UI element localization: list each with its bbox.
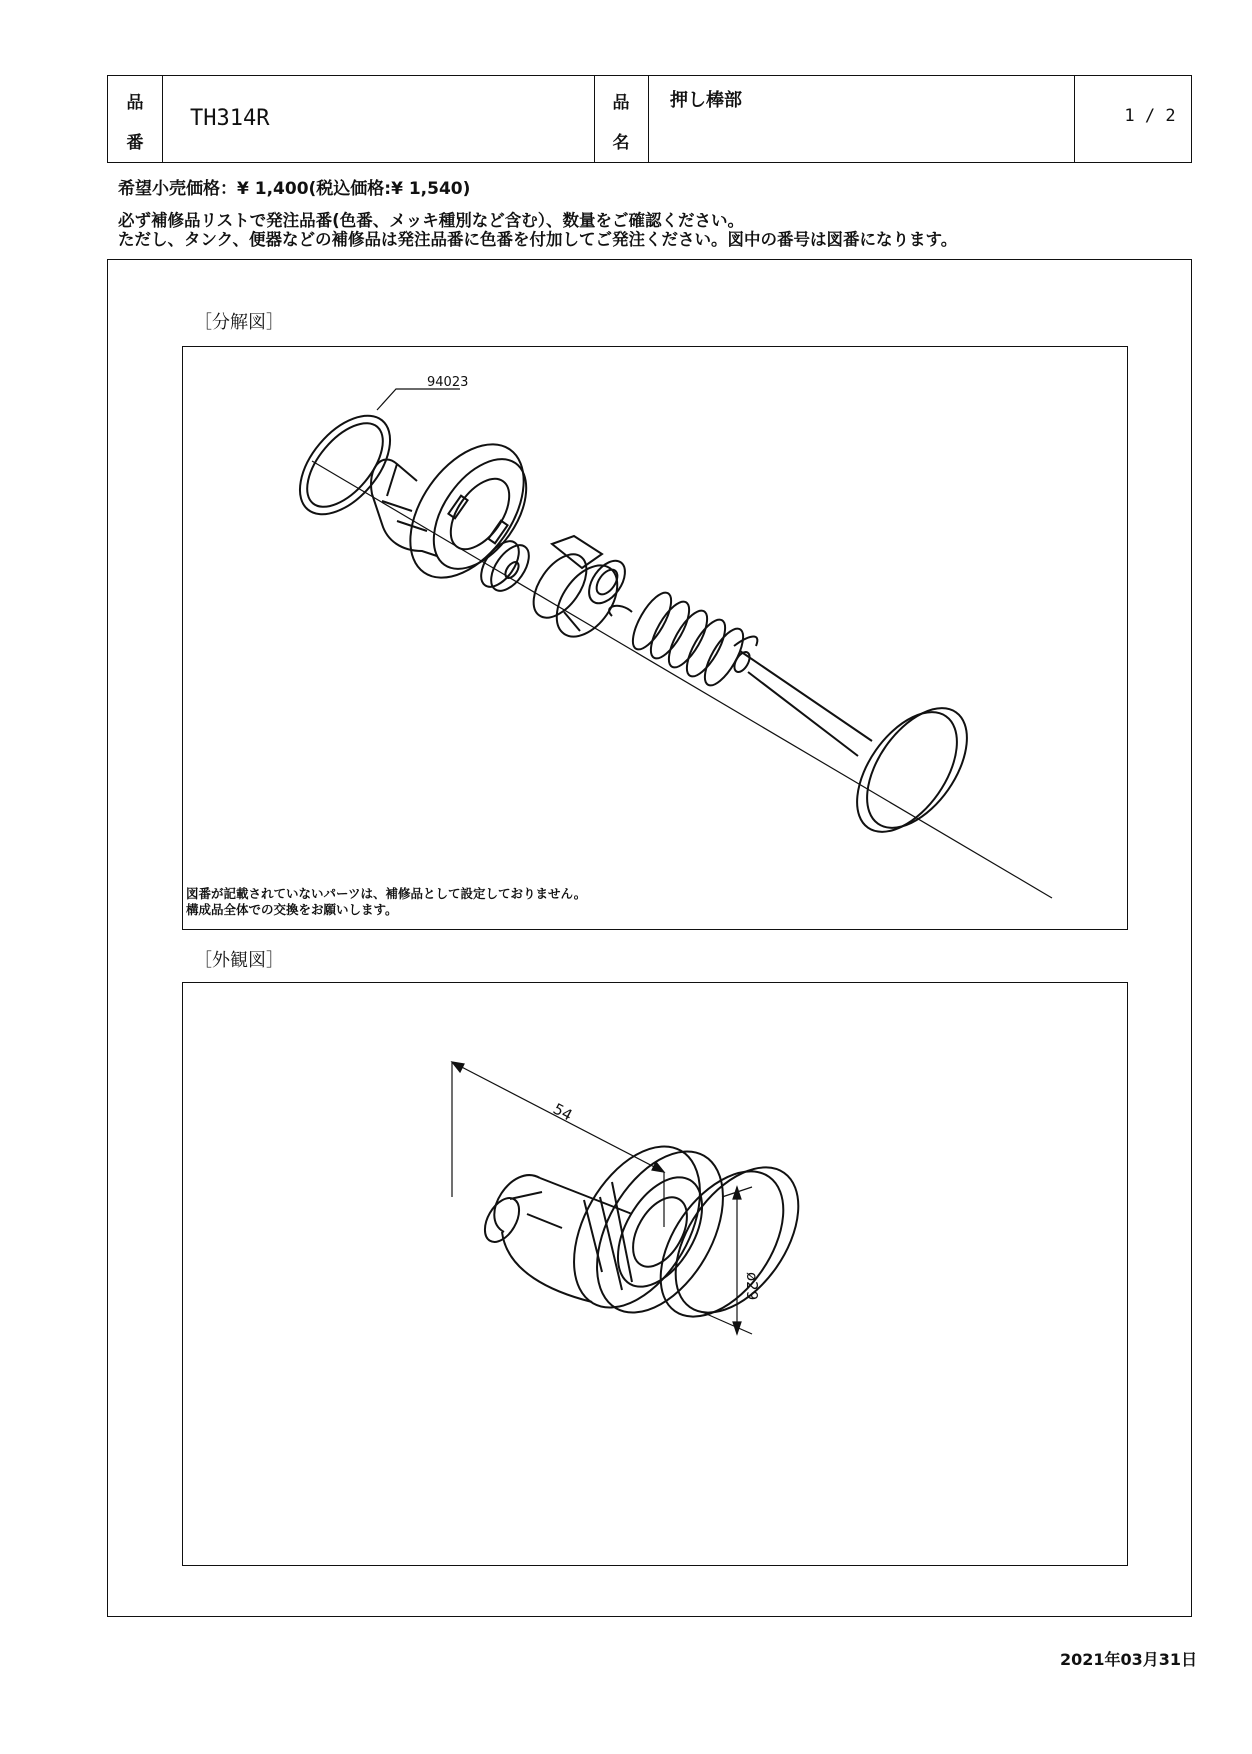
o-ring	[282, 399, 407, 530]
page-indicator: 1 / 2	[1124, 106, 1176, 126]
external-view-label: ［外観図］	[194, 950, 284, 971]
footer-date: 2021年03月31日	[1060, 1650, 1198, 1669]
name-label-top: 品	[612, 93, 630, 113]
name-label-bottom: 名	[612, 133, 630, 153]
product-name: 押し棒部	[670, 90, 742, 111]
product-code: TH314R	[190, 106, 270, 131]
cam-sleeve	[523, 536, 632, 648]
header-divider	[1074, 76, 1075, 162]
exploded-note-line: 構成品全体での交換をお願いします。	[186, 902, 398, 917]
assembly-body	[478, 1125, 749, 1334]
spring	[609, 587, 757, 690]
external-view-drawing	[182, 982, 1128, 1566]
center-axis-line	[312, 461, 1052, 898]
exploded-note-line: 図番が記載されていないパーツは、補修品として設定しておりません。	[186, 886, 587, 901]
header-table	[107, 75, 1192, 163]
code-label-top: 品	[126, 93, 144, 113]
price-line: 希望小売価格：¥ 1,400(税込価格:¥ 1,540)	[118, 179, 471, 199]
code-label-bottom: 番	[126, 133, 144, 153]
length-dimension: 54	[550, 1099, 576, 1125]
exploded-view-drawing	[182, 346, 1128, 930]
diameter-dimension: ø29	[743, 1272, 761, 1301]
note-line: ただし、タンク、便器などの補修品は発注品番に色番を付加してご発注ください。図中の番号は図番になります。	[118, 230, 958, 249]
header-divider	[594, 76, 595, 162]
part-leader-line	[377, 389, 460, 410]
header-divider	[162, 76, 163, 162]
part-number: 94023	[427, 375, 469, 390]
length-dimension-line	[452, 1062, 664, 1227]
note-line: 必ず補修品リストで発注品番(色番、メッキ種別など含む）、数量をご確認ください。	[118, 211, 744, 230]
exploded-view-label: ［分解図］	[194, 312, 284, 333]
header-divider	[648, 76, 649, 162]
push-rod	[731, 649, 987, 849]
